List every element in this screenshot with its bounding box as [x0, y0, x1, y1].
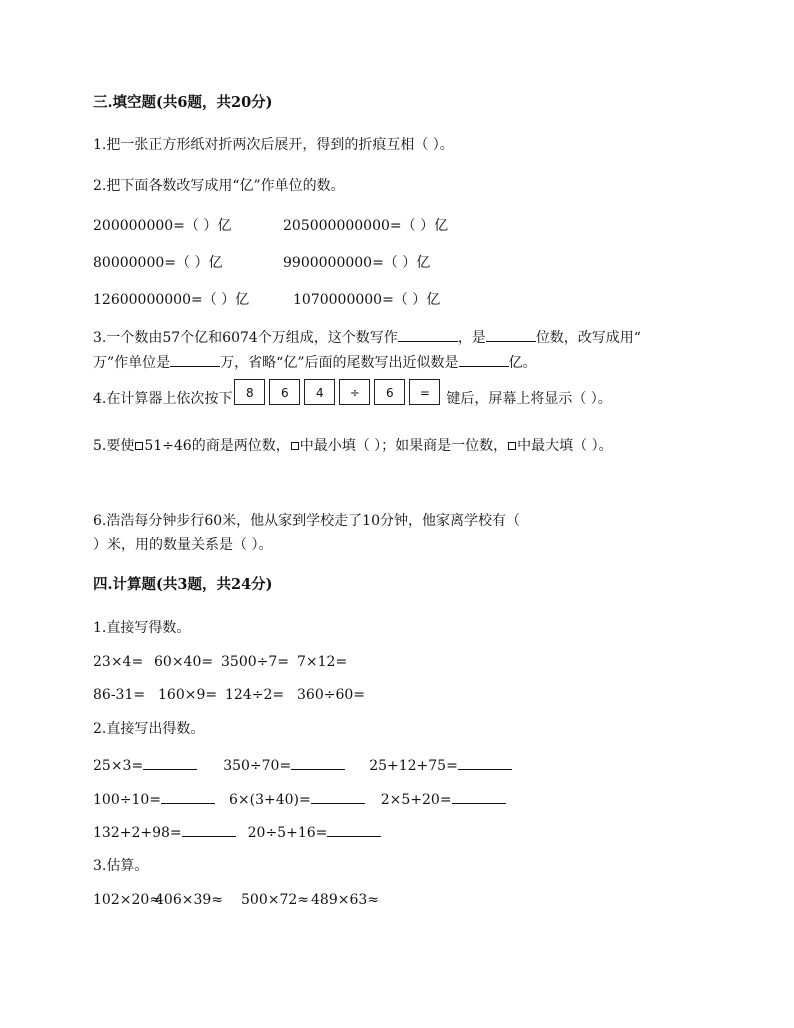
q3-3-text: 万”作单位是	[93, 355, 171, 371]
q4-1-row-2	[93, 686, 365, 704]
estimate-item: 500×72≈	[241, 892, 309, 908]
calculator-keys	[234, 379, 444, 405]
calculator-key: 4	[304, 379, 335, 405]
answer-blank[interactable]	[452, 790, 506, 804]
answer-blank[interactable]	[459, 353, 509, 367]
q4-1-row-1	[93, 653, 347, 671]
calc-item: 25+12+75=	[369, 758, 458, 774]
q3-2-text: 2.把下面各数改写成用“亿”作单位的数。	[93, 178, 345, 194]
answer-blank[interactable]	[398, 328, 458, 342]
q4-2-row-3	[93, 823, 381, 842]
calc-item: 3500÷7=	[221, 654, 289, 670]
q4-2-row-2	[93, 790, 506, 809]
q3-3-text: 亿。	[508, 355, 537, 371]
answer-blank[interactable]	[486, 328, 536, 342]
q3-3-text: ，是	[457, 330, 486, 346]
q3-3-line-1	[93, 328, 641, 347]
calc-item: 25×3=	[93, 758, 144, 774]
q3-2-item: 205000000000=（ ）亿	[283, 218, 449, 234]
q3-6-line-1: 6.浩浩每分钟步行60米，他从家到学校走了10分钟，他家离学校有（	[93, 513, 520, 529]
calc-item: 100÷10=	[93, 792, 161, 808]
q3-4-suffix: 键后，屏幕上将显示（ ）。	[446, 391, 612, 407]
q3-5-text: 中最大填（ ）。	[517, 438, 613, 454]
q3-4-prefix: 4.在计算器上依次按下	[93, 391, 233, 407]
q3-2-row-1	[93, 217, 448, 235]
calc-item: 23×4=	[93, 654, 144, 670]
q3-5-line	[93, 437, 613, 455]
q3-2-item: 80000000=（ ）亿	[93, 255, 223, 271]
section3-heading: 三.填空题(共6题，共20分)	[93, 94, 273, 111]
q3-2-item: 12600000000=（ ）亿	[93, 292, 250, 308]
digit-box-icon	[135, 442, 143, 450]
answer-blank[interactable]	[182, 823, 236, 837]
q4-2-text: 2.直接写出得数。	[93, 721, 205, 737]
answer-blank[interactable]	[161, 790, 215, 804]
calculator-key: 8	[234, 379, 265, 405]
calc-item: 132+2+98=	[93, 825, 182, 841]
answer-blank[interactable]	[327, 823, 381, 837]
calc-item: 7×12=	[297, 654, 348, 670]
answer-blank[interactable]	[291, 756, 345, 770]
section4-heading: 四.计算题(共3题，共24分)	[93, 576, 273, 593]
answer-blank[interactable]	[311, 790, 365, 804]
q3-5-text: 中最小填（ ）；如果商是一位数，	[299, 438, 508, 454]
calculator-key: ÷	[339, 379, 370, 405]
calc-item: 124÷2=	[225, 687, 285, 703]
calculator-key: =	[409, 379, 440, 405]
q4-2-row-1	[93, 756, 512, 775]
q3-3-text: 万，省略“亿”后面的尾数写出近似数是	[220, 355, 459, 371]
q3-5-text: 5.要使	[93, 438, 135, 454]
calc-item: 6×(3+40)=	[229, 792, 311, 808]
answer-blank[interactable]	[143, 756, 197, 770]
q3-4-line	[93, 386, 612, 412]
q3-3-text: 位数，改写成用“	[535, 330, 641, 346]
q3-5-text: 51÷46的商是两位数，	[144, 438, 290, 454]
calc-item: 360÷60=	[297, 687, 365, 703]
q3-2-item: 9900000000=（ ）亿	[283, 255, 431, 271]
answer-blank[interactable]	[170, 353, 220, 367]
q3-2-item: 1070000000=（ ）亿	[293, 292, 441, 308]
q4-1-text: 1.直接写得数。	[93, 620, 191, 636]
answer-blank[interactable]	[458, 756, 512, 770]
digit-box-icon	[508, 442, 516, 450]
calculator-key: 6	[374, 379, 405, 405]
calc-item: 160×9=	[158, 687, 218, 703]
calc-item: 20÷5+16=	[247, 825, 328, 841]
calc-item: 350÷70=	[223, 758, 292, 774]
q3-3-text: 3.一个数由57个亿和6074个万组成，这个数写作	[93, 330, 398, 346]
q3-2-row-2	[93, 254, 430, 272]
q4-3-text: 3.估算。	[93, 858, 149, 874]
q3-2-row-3	[93, 291, 440, 309]
q4-3-row	[93, 891, 379, 909]
q3-6-line-2: ）米，用的数量关系是（ ）。	[93, 537, 273, 553]
estimate-item: 102×20≈	[93, 892, 161, 908]
calc-item: 86-31=	[93, 687, 146, 703]
estimate-item: 406×39≈	[155, 892, 223, 908]
q3-1-text: 1.把一张正方形纸对折两次后展开，得到的折痕互相（ ）。	[93, 137, 454, 153]
calculator-key: 6	[269, 379, 300, 405]
calc-item: 60×40=	[154, 654, 214, 670]
digit-box-icon	[291, 442, 299, 450]
q3-2-item: 200000000=（ ）亿	[93, 218, 232, 234]
q3-3-line-2	[93, 353, 537, 372]
calc-item: 2×5+20=	[380, 792, 452, 808]
estimate-item: 489×63≈	[311, 892, 379, 908]
